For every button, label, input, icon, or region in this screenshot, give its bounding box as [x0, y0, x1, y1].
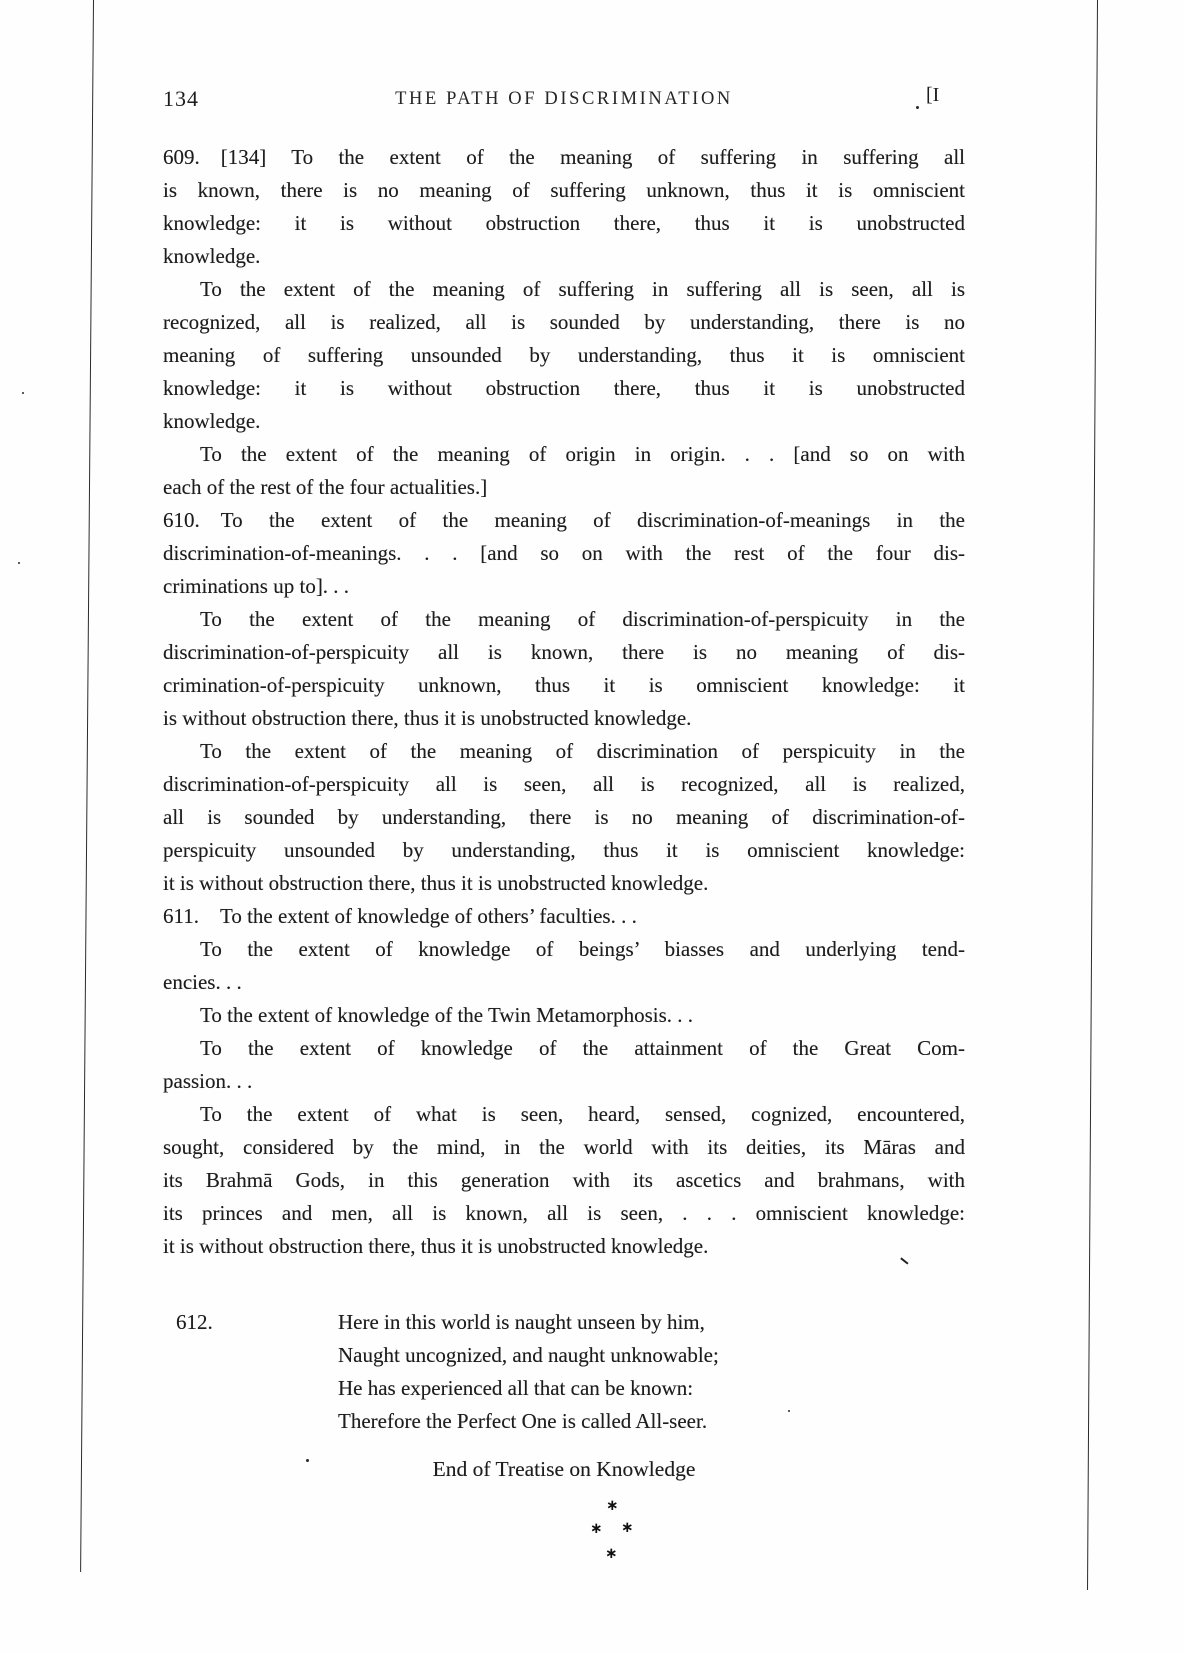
page-body [163, 141, 965, 1263]
paragraph-609 [163, 141, 965, 273]
text-line: To the extent of the meaning of suffering in suffering all is seen, all is [200, 277, 965, 301]
paragraph [163, 933, 965, 999]
paragraph [163, 273, 965, 438]
verse-number: 612. [176, 1310, 213, 1334]
text-line: 609. [134] To the extent of the meaning of suffering in suffering all [163, 145, 965, 169]
paragraph [163, 438, 965, 504]
text-line: sought, considered by the mind, in the world with its deities, its Māras and [163, 1135, 965, 1159]
text-line: knowledge. [163, 244, 261, 268]
text-line: each of the rest of the four actualities.] [163, 475, 488, 499]
ornament-star: ∗ [606, 1496, 619, 1514]
verse-line: Therefore the Perfect One is called All-seer. [338, 1409, 708, 1433]
paragraph-610 [163, 504, 965, 603]
text-line: To the extent of the meaning of discrimination-of-perspicuity in the [200, 607, 965, 631]
running-title: THE PATH OF DISCRIMINATION [395, 89, 733, 109]
text-line: is without obstruction there, thus it is unobstructed knowledge. [163, 706, 692, 730]
text-line: knowledge: it is without obstruction there, thus it is unobstructed [163, 211, 965, 235]
volume-mark: [I [926, 84, 940, 106]
text-line: To the extent of knowledge of the Twin Metamorphosis. . . [200, 1003, 693, 1027]
text-line: To the extent of what is seen, heard, sensed, cognized, encountered, [200, 1102, 965, 1126]
text-line: passion. . . [163, 1069, 253, 1093]
verse-lines [338, 1306, 978, 1438]
scan-edge-line-right [1087, 0, 1098, 1590]
ornament-star: ∗ [590, 1519, 603, 1537]
text-line: all is sounded by understanding, there is no meaning of discrimination-of- [163, 805, 965, 829]
ornament-star: ∗ [605, 1544, 618, 1562]
paragraph [163, 603, 965, 735]
text-line: To the extent of the meaning of origin in origin. . . [and so on with [200, 442, 965, 466]
text-line: discrimination-of-perspicuity all is seen, all is recognized, all is realized, [163, 772, 965, 796]
verse-612 [176, 1306, 978, 1438]
text-line: knowledge: it is without obstruction there, thus it is unobstructed [163, 376, 965, 400]
text-line: recognized, all is realized, all is sounded by understanding, there is no [163, 310, 965, 334]
end-of-treatise-note: End of Treatise on Knowledge [432, 1457, 696, 1481]
verse-line: Here in this world is naught unseen by him, [338, 1310, 705, 1334]
scan-speck [22, 392, 24, 394]
paragraph [163, 735, 965, 900]
paragraph [163, 1098, 965, 1263]
text-line: criminations up to]. . . [163, 574, 350, 598]
scan-speck [18, 562, 20, 564]
text-line: discrimination-of-perspicuity all is known, there is no meaning of dis- [163, 640, 965, 664]
text-line: perspicuity unsounded by understanding, thus it is omniscient knowledge: [163, 838, 965, 862]
text-line: knowledge. [163, 409, 261, 433]
text-line: To the extent of knowledge of the attainment of the Great Com- [200, 1036, 965, 1060]
ornament-star: ∗ [621, 1518, 634, 1536]
text-line: 611. To the extent of knowledge of others’ faculties. . . [163, 904, 637, 928]
paragraph [163, 999, 965, 1032]
text-line: is known, there is no meaning of suffering unknown, thus it is omniscient [163, 178, 965, 202]
scan-edge-line-left [80, 0, 94, 1572]
text-line: crimination-of-perspicuity unknown, thus it is omniscient knowledge: it [163, 673, 965, 697]
paragraph [163, 1032, 965, 1098]
text-line: To the extent of knowledge of beings’ biasses and underlying tend- [200, 937, 965, 961]
text-line: encies. . . [163, 970, 242, 994]
text-line: it is without obstruction there, thus it is unobstructed knowledge. [163, 871, 709, 895]
text-line: To the extent of the meaning of discrimination of perspicuity in the [200, 739, 965, 763]
paragraph-611 [163, 900, 965, 933]
verse-line: He has experienced all that can be known: [338, 1376, 694, 1400]
verse-line: Naught uncognized, and naught unknowable; [338, 1343, 719, 1367]
text-line: discrimination-of-meanings. . . [and so on with the rest of the four dis- [163, 541, 965, 565]
text-line: it is without obstruction there, thus it is unobstructed knowledge. [163, 1234, 709, 1258]
page-number: 134 [163, 86, 199, 111]
text-line: its Brahmā Gods, in this generation with its ascetics and brahmans, with [163, 1168, 965, 1192]
text-line: its princes and men, all is known, all is seen, . . . omniscient knowledge: [163, 1201, 965, 1225]
text-line: meaning of suffering unsounded by understanding, thus it is omniscient [163, 343, 965, 367]
text-line: 610. To the extent of the meaning of discrimination-of-meanings in the [163, 508, 965, 532]
